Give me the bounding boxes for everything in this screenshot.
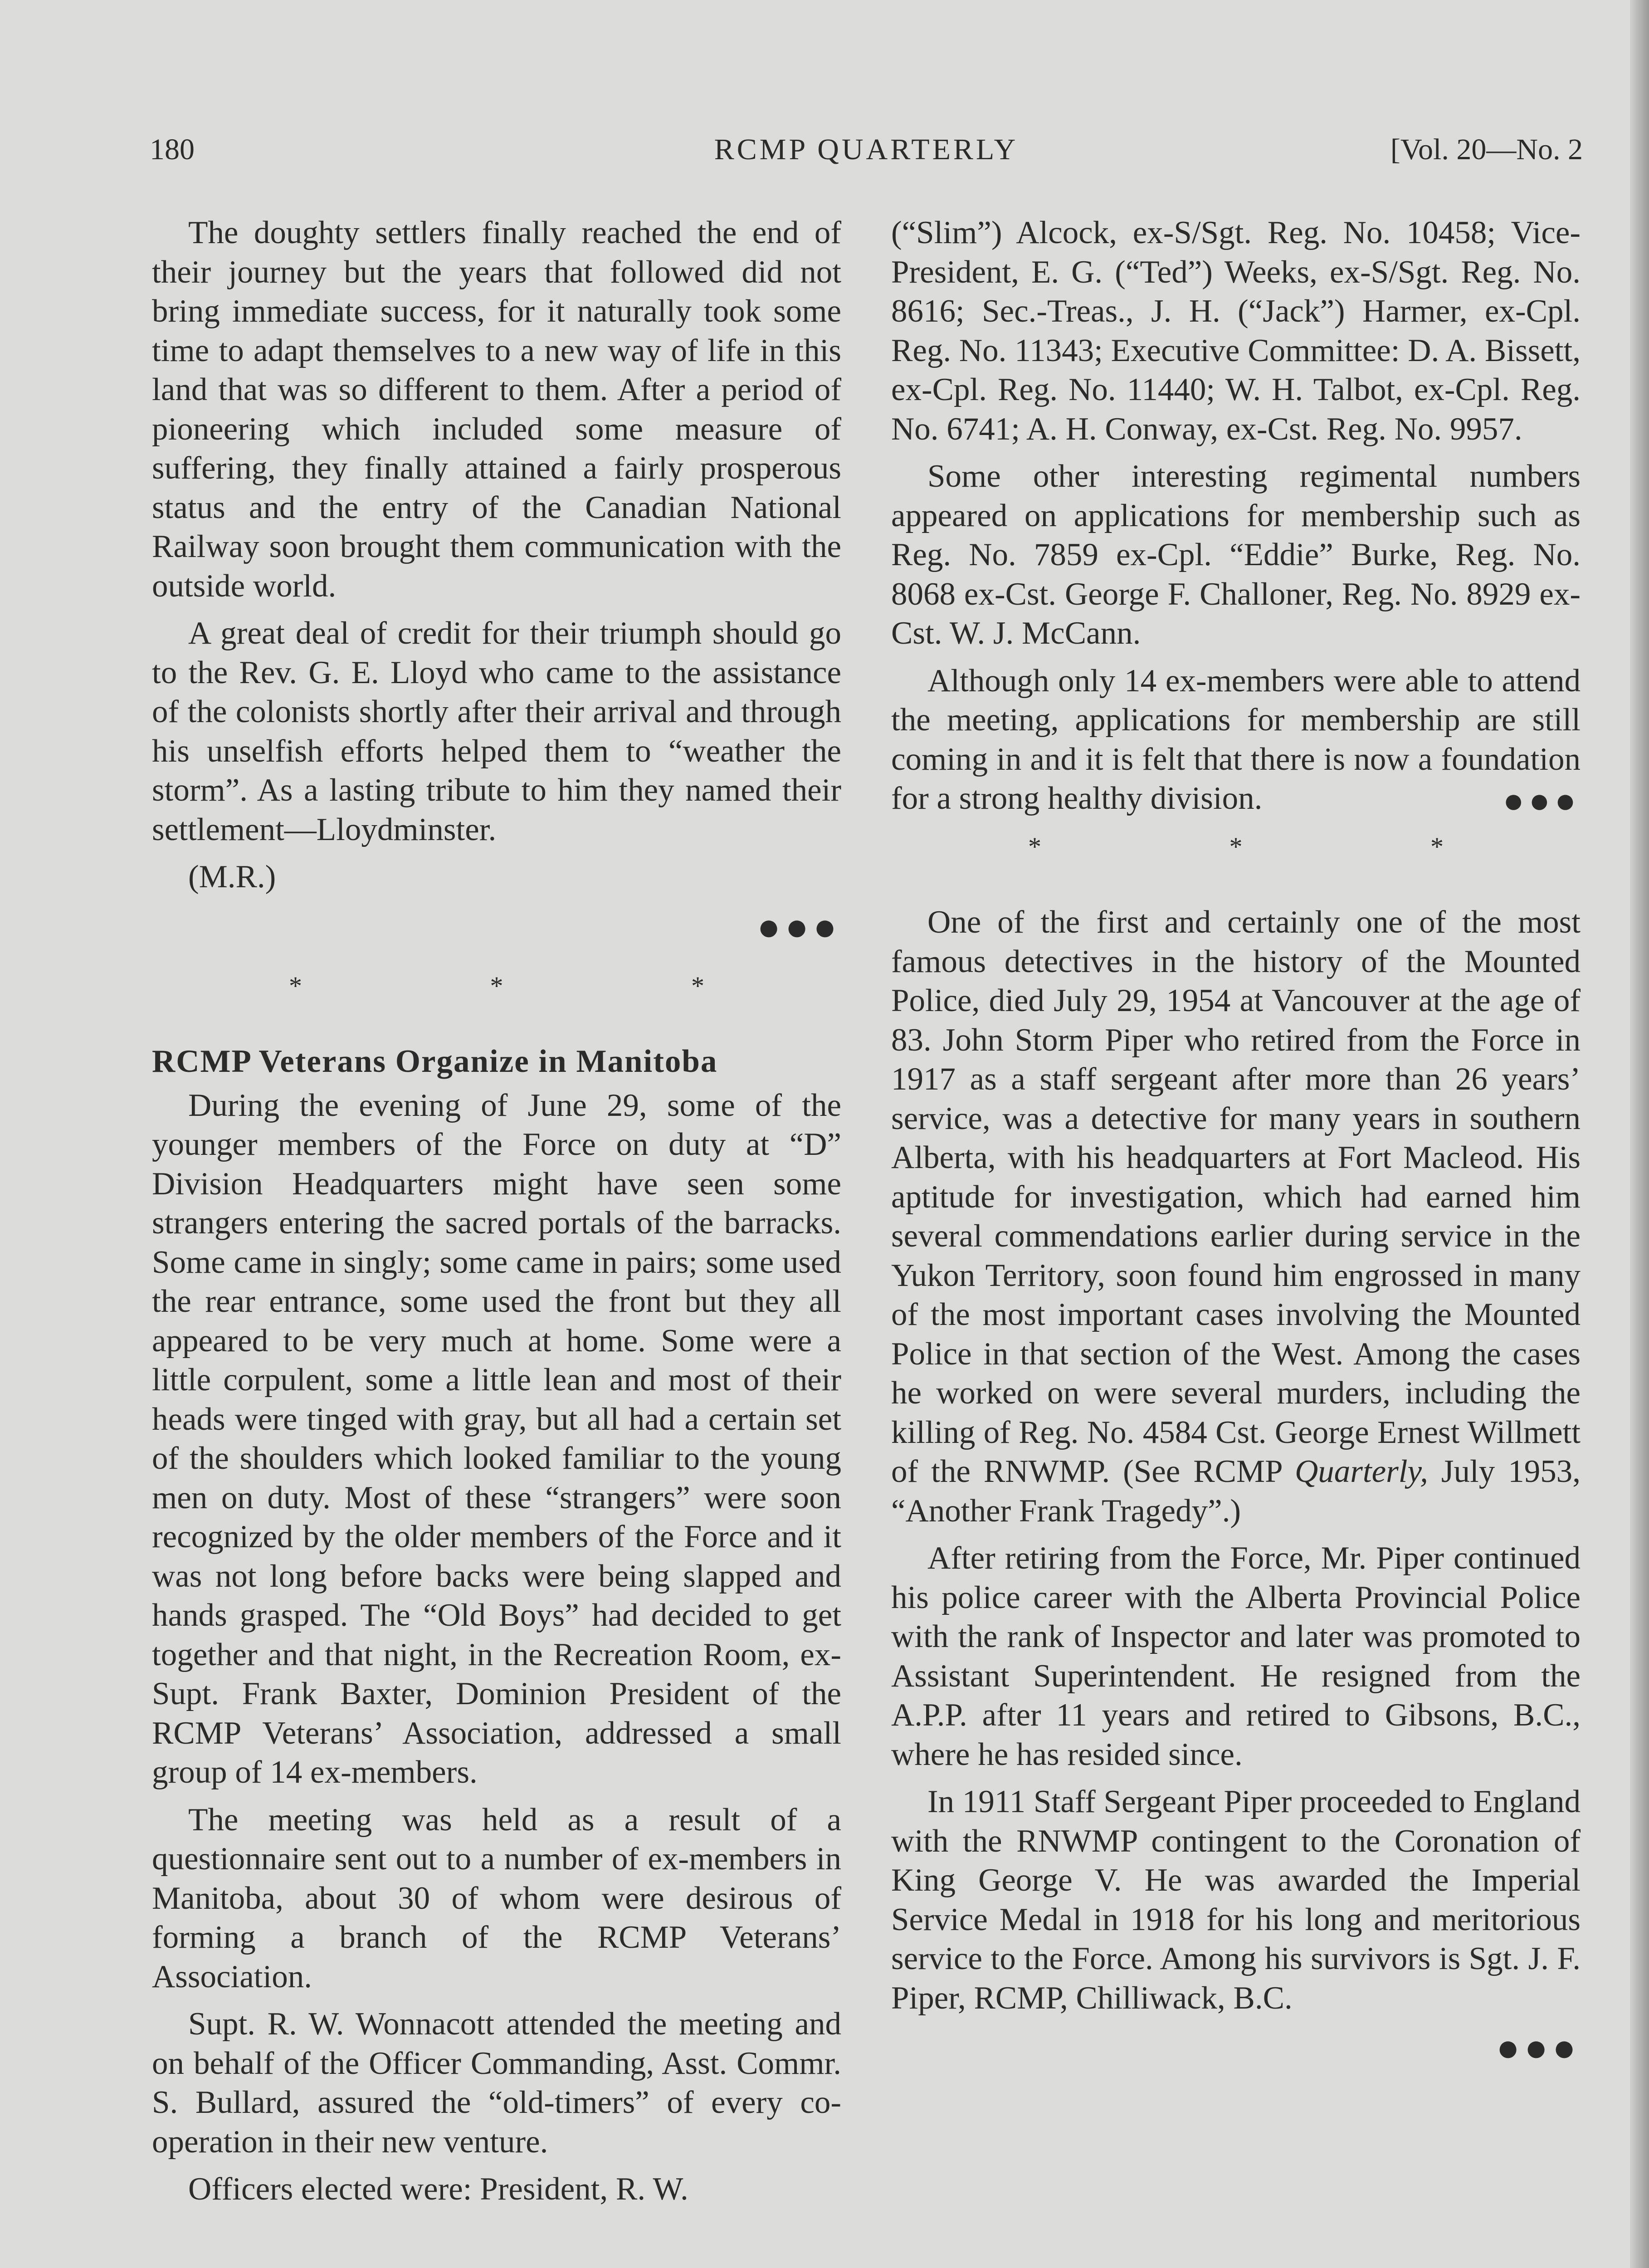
paragraph-text: Although only 14 ex-members were able to attend the meeting, applications for membership are still coming in and it is felt that there is now a foundation for a strong healthy division. <box>891 663 1581 816</box>
end-mark: ●●● <box>1496 2026 1581 2069</box>
paragraph: Officers elected were: President, R. W. <box>188 2171 688 2207</box>
running-header <box>150 125 1583 175</box>
paragraph: The doughty settlers finally reached the end of their journey but the years that followed did not bring immediate success, for it naturally took some time to adapt themselves to a new way of life in this land that was so different to them. After a period of pioneering which included some measure of suffering, they finally attained a fairly prosperous status and the entry of the Canadian National Railway soon brought them communication with the outside world. <box>152 215 841 604</box>
page-edge <box>1630 0 1649 2268</box>
paragraph: After retiring from the Force, Mr. Piper continued his police career with the Alberta Provincial Police with the rank of Inspector and later was promoted to Assistant Superintendent. He resigned from the A.P.P. after 11 years and retired to Gibsons, B.C., where he has resided since. <box>891 1540 1581 1772</box>
paragraph: The meeting was held as a result of a questionnaire sent out to a number of ex-members in Manitoba, about 30 of whom were desirous of forming a branch of the RCMP Veterans’ Association. <box>152 1802 841 1994</box>
publication-title: RCMP QUARTERLY <box>714 133 1019 166</box>
volume-label: [Vol. 20—No. 2 <box>1390 133 1583 166</box>
right-column <box>891 213 1581 2087</box>
paragraph: Supt. R. W. Wonnacott attended the meeting and on behalf of the Officer Commanding, Asst. Commr. S. Bullard, assured the “old-timers” of every co-operation in their new venture. <box>152 2006 841 2160</box>
paragraph: During the evening of June 29, some of the younger members of the Force on duty at “D” Division Headquarters might have seen some strangers entering the sacred portals of the barracks. Some came in singly; some came in pairs; some used the rear entrance, some used the front but they all appeared to be very much at home. Some were a little corpulent, some a little lean and most of their heads were tinged with gray, but all had a certain set of the shoulders which looked familiar to the young men on duty. Most of these “strangers” were soon recognized by the older members of the Force and it was not long before backs were being slapped and hands grasped. The “Old Boys” had decided to get together and that night, in the Recreation Room, ex-Supt. Frank Baxter, Dominion President of the RCMP Veterans’ Association, addressed a small group of 14 ex-members. <box>152 1087 841 1790</box>
paragraph <box>891 903 1581 1530</box>
paragraph-text: July 1953, “Another Frank Tragedy”.) <box>891 1454 1581 1529</box>
section-separator: * * * <box>289 971 795 1001</box>
italic-title: Quarterly, <box>1295 1454 1428 1489</box>
left-column <box>152 213 841 2217</box>
section-separator: * * * <box>1028 831 1534 861</box>
end-mark: ●●● <box>757 904 841 948</box>
paragraph-text: One of the first and certainly one of the most famous detectives in the history of the Mounted Police, died July 29, 1954 at Vancouver at the age of 83. John Storm Piper who retired from the Force in 1917 as a staff sergeant after more than 26 years’ service, was a detective for many years in southern Alberta, with his headquarters at Fort Macleod. His aptitude for investigation, which had earned him several commendations earlier during service in the Yukon Territory, soon found him engrossed in many of the most important cases involving the Mounted Police in that section of the West. Among the cases he worked on were several murders, including the killing of Reg. No. 4584 Cst. George Ernest Willmett of the RNWMP. (See RCMP <box>891 904 1581 1489</box>
author-initials: (M.R.) <box>188 859 276 894</box>
paragraph: In 1911 Staff Sergeant Piper proceeded to England with the RNWMP contingent to the Coronation of King George V. He was awarded the Imperial Service Medal in 1918 for his long and meritorious service to the Force. Among his survivors is Sgt. J. F. Piper, RCMP, Chilliwack, B.C. <box>891 1784 1581 2016</box>
paragraph: (“Slim”) Alcock, ex-S/Sgt. Reg. No. 10458; Vice-President, E. G. (“Ted”) Weeks, ex-S/Sgt. Reg. No. 8616; Sec.-Treas., J. H. (“Jack”) Harmer, ex-Cpl. Reg. No. 11343; Executive Committee: D. A. Bissett, ex-Cpl. Reg. No. 11440; W. H. Talbot, ex-Cpl. Reg. No. 6741; A. H. Conway, ex-Cst. Reg. No. 9957. <box>891 215 1581 447</box>
paragraph <box>891 661 1581 818</box>
paragraph: Some other interesting regimental numbers appeared on applications for membership such as Reg. No. 7859 ex-Cpl. “Eddie” Burke, Reg. No. 8068 ex-Cst. George F. Challoner, Reg. No. 8929 ex-Cst. W. J. McCann. <box>891 459 1581 651</box>
end-mark: ●●● <box>1503 781 1581 820</box>
paragraph: A great deal of credit for their triumph should go to the Rev. G. E. Lloyd who came to the assistance of the colonists shortly after their arrival and through his unselfish efforts helped them to “weather the storm”. As a lasting tribute to him they named their settlement—Lloydminster. <box>152 616 841 847</box>
page-number: 180 <box>150 133 195 166</box>
article-heading: RCMP Veterans Organize in Manitoba <box>152 1044 718 1079</box>
